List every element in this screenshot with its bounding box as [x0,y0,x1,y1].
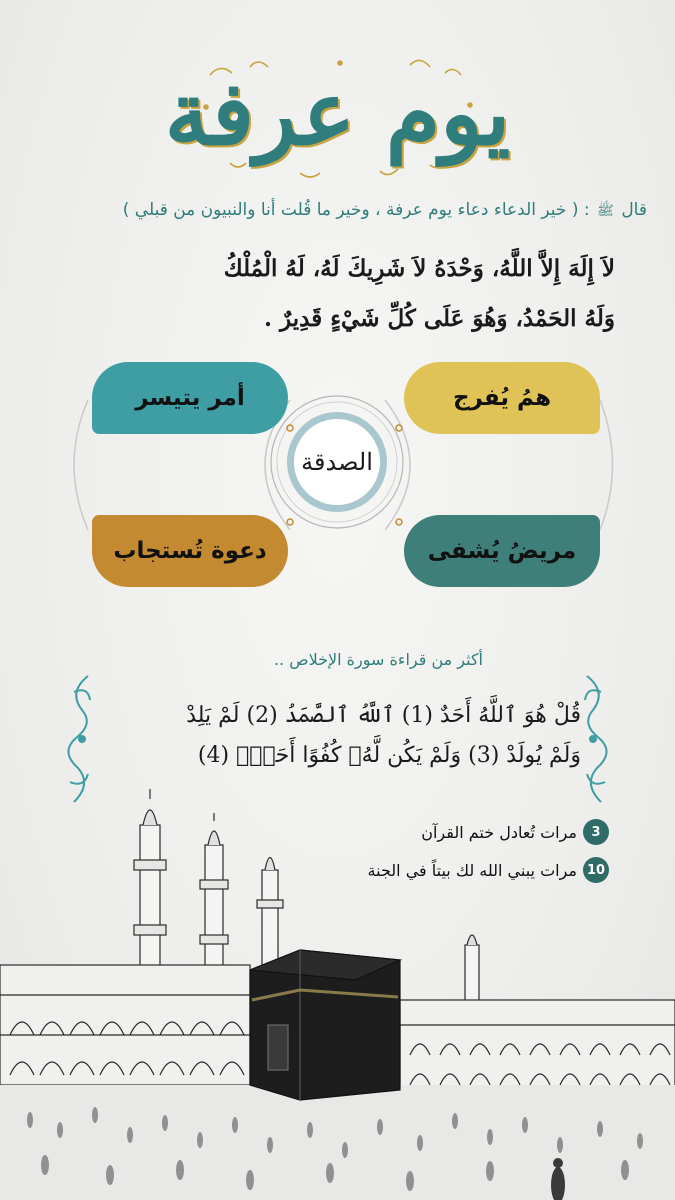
center-sadaqa: الصدقة [287,412,387,512]
ikhlas-line-2: وَلَمْ يُولَدْ (3) وَلَمْ يَكُن لَّهُۥ كُفُوًا أَحَدٌۢ (4) [197,743,581,768]
charity-diagram [0,345,675,615]
count-row [279,818,609,846]
ikhlas-text [81,696,581,776]
dhikr-block [55,244,615,344]
hadith-qal: قال [621,200,647,220]
ikhlas-counts [279,818,609,894]
dhikr-line-1: لاَ إِلَهَ إِلاَّ اللَّهُ، وَحْدَهُ لاَ شَرِيكَ لَهُ، لَهُ الْمُلْكُ [223,255,615,282]
ikhlas-line-1: قُلْ هُوَ ٱللَّهُ أَحَدٌ (1) ٱللَّهُ ٱلصَّمَدُ (2) لَمْ يَلِدْ [186,703,581,728]
kaaba [250,950,400,1100]
title-area [0,45,675,185]
count-badge: 3 [583,819,609,845]
page-title: يوم عرفة [164,61,511,165]
bubble-hamm-yufraj: همُ يُفرج [404,362,600,434]
ikhlas-heading: أكثر من قراءة سورة الإخلاص .. [273,650,483,669]
count-badge: 10 [583,857,609,883]
salla-glyph: ﷺ [597,203,614,219]
count-row [279,856,609,884]
dhikr-line-2: وَلَهُ الحَمْدُ، وَهُوَ عَلَى كُلِّ شَيْءٍ قَدِيرٌ . [264,305,615,332]
hadith-text: : ( خير الدعاء دعاء يوم عرفة ، وخير ما قُلت أنا والنبيون من قبلي ) [122,200,590,220]
hadith-line [27,200,647,222]
bubble-amr-yatayassar: أمر يتيسر [92,362,288,434]
bubble-dawa-tustajab: دعوة تُستجاب [92,515,288,587]
count-label: مرات يبني الله لك بيتاً في الجنة [367,860,577,880]
bubble-marid-yushfa: مريضُ يُشفى [404,515,600,587]
count-label: مرات تُعادل ختم القرآن [421,822,577,842]
